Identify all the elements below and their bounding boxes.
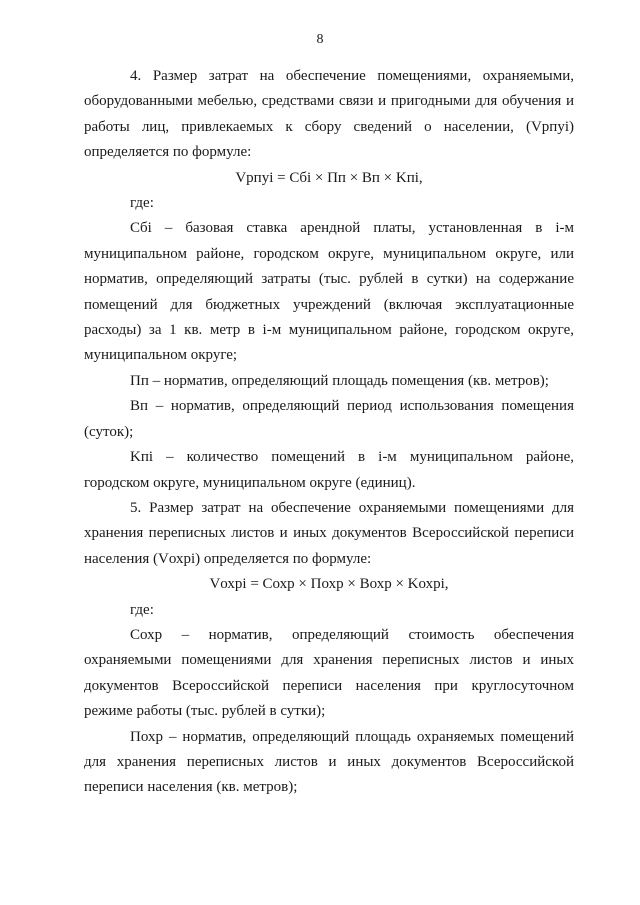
document-body: [84, 64, 574, 801]
item-5-formula: Vохрi = Cохр × Похр × Вохр × Kохрi,: [209, 576, 449, 593]
item-4-definition-vp: Вп – норматив, определяющий период использования помещения (суток);: [84, 398, 574, 440]
item-5-where: где:: [130, 601, 154, 618]
item-4-definition-kpi: Kпi – количество помещений в i-м муниципальном районе, городском округе, муниципальном округе (единиц).: [84, 449, 574, 491]
item-5-paragraph: 5. Размер затрат на обеспечение охраняемыми помещениями для хранения переписных листов и иных документов Всероссийской переписи населения (Vохрi) определяется по формуле:: [84, 499, 574, 567]
item-4-definition-cbi: Cбi – базовая ставка арендной платы, установленная в i-м муниципальном районе, городском округе, муниципальном округе, или норматив, определяющий затраты (тыс. рублей в сутки) на содержание помещений для бюджетных учреждений (включая эксплуатационные расходы) за 1 кв. метр в i-м муниципальном районе, городском округе, муниципальном округе;: [84, 220, 574, 364]
item-4-formula: Vрпуi = Cбi × Пп × Вп × Kпi,: [235, 169, 423, 186]
item-5-definition-pohr: Похр – норматив, определяющий площадь охраняемых помещений для хранения переписных листов и иных документов Всероссийской переписи населения (кв. метров);: [84, 728, 574, 796]
item-4-paragraph: 4. Размер затрат на обеспечение помещениями, охраняемыми, оборудованными мебелью, средствами связи и пригодными для обучения и работы лиц, привлекаемых к сбору сведений о населении, (Vрпуi) определяется по формуле:: [84, 68, 574, 161]
page-number: 8: [316, 32, 324, 47]
item-4-definition-pp: Пп – норматив, определяющий площадь помещения (кв. метров);: [130, 372, 549, 389]
item-4-where: где:: [130, 195, 154, 212]
item-5-definition-cohr: Cохр – норматив, определяющий стоимость обеспечения охраняемыми помещениями для хранения переписных листов и иных документов Всероссийской переписи населения при круглосуточном режиме работы (тыс. рублей в сутки);: [84, 626, 574, 720]
